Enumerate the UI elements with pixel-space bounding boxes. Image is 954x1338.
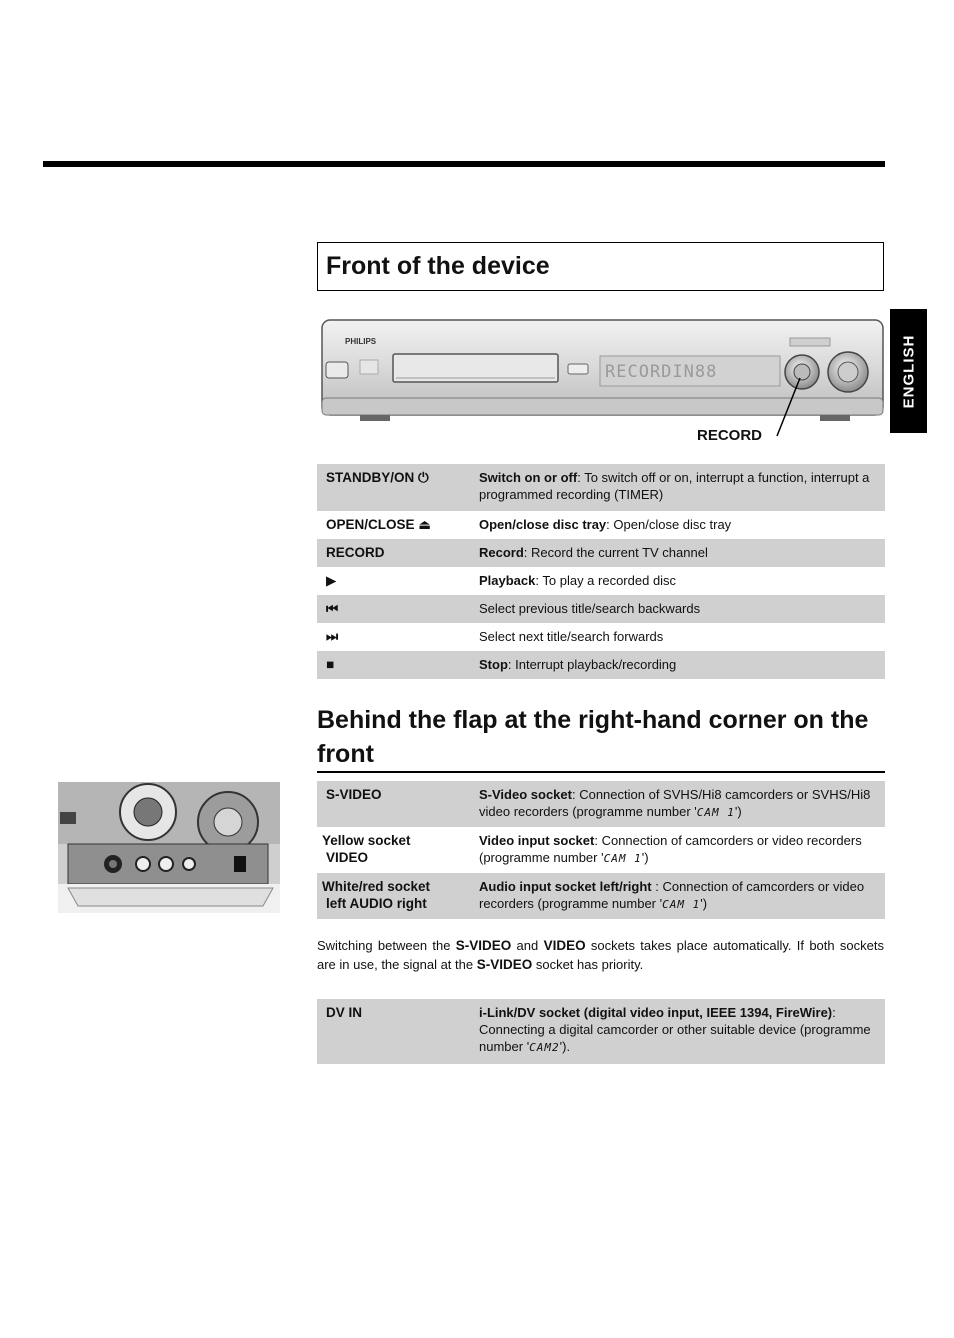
flap-section-rule [317, 771, 885, 773]
control-description: Record: Record the current TV channel [471, 539, 885, 567]
audio-left-socket-shape [159, 857, 173, 871]
dv-in-table [317, 999, 885, 1064]
flap-sockets-table [317, 781, 885, 919]
language-tab [890, 309, 927, 433]
flap-sockets-illustration [58, 782, 280, 913]
record-callout-label: RECORD [697, 427, 763, 444]
programme-number: CAM 1 [603, 852, 642, 865]
front-section-title-box [317, 242, 884, 291]
audio-right-socket-shape [183, 858, 195, 870]
table-row [317, 511, 885, 539]
top-rule [43, 161, 885, 167]
control-description: Select next title/search forwards [479, 629, 664, 644]
language-tab-label: ENGLISH [900, 334, 917, 408]
programme-number: CAM 1 [696, 806, 735, 819]
table-row [317, 999, 885, 1064]
dv-socket-shape [234, 856, 246, 872]
table-row [317, 781, 885, 827]
front-section-title: Front of the device [326, 252, 550, 280]
front-controls-table [317, 464, 885, 679]
record-pointer-line [760, 360, 820, 440]
table-row [317, 567, 885, 595]
control-description: Switch on or off: To switch off or on, interrupt a function, interrupt a programmed recording (TIMER) [471, 464, 885, 511]
socket-description: Audio input socket left/right : Connection of camcorders or video recorders (programme number 'CAM 1') [471, 873, 885, 919]
socket-key: DV IN [317, 999, 471, 1064]
table-row [317, 623, 885, 651]
flap-section-title: Behind the flap at the right-hand corner on the front [317, 706, 869, 768]
control-description: Select previous title/search backwards [471, 595, 885, 623]
socket-key: White/red socket left AUDIO right [317, 873, 471, 919]
control-key: ▶ [326, 573, 337, 588]
programme-number: CAM 1 [662, 898, 701, 911]
control-key: ⏮ [317, 595, 471, 623]
table-row [317, 539, 885, 567]
table-row [317, 873, 885, 919]
switching-paragraph: Switching between the S-VIDEO and VIDEO sockets takes place automatically. If both sockets are in use, the signal at the S-VIDEO socket has priority. [317, 938, 884, 972]
socket-key: Yellow socket VIDEO [322, 833, 411, 865]
table-row [317, 595, 885, 623]
device-brand-text: PHILIPS [345, 337, 377, 346]
control-description: Open/close disc tray: Open/close disc tray [479, 517, 732, 532]
programme-number: CAM2 [529, 1041, 560, 1054]
video-socket-shape [136, 857, 150, 871]
control-key: ■ [317, 651, 471, 679]
table-row [317, 827, 885, 873]
socket-key: S-VIDEO [317, 781, 471, 827]
table-row [317, 464, 885, 511]
control-key: STANDBY/ON ⏻ [317, 464, 471, 511]
control-description: Playback: To play a recorded disc [479, 573, 677, 588]
control-key: OPEN/CLOSE ⏏ [326, 517, 432, 532]
control-key: RECORD [317, 539, 471, 567]
socket-description: S-Video socket: Connection of SVHS/Hi8 camcorders or SVHS/Hi8 video recorders (programme number 'CAM 1') [471, 781, 885, 827]
control-key: ⏭ [326, 629, 339, 644]
table-row [317, 651, 885, 679]
standby-button-shape [326, 362, 348, 378]
control-description: Stop: Interrupt playback/recording [471, 651, 885, 679]
socket-description: i-Link/DV socket (digital video input, IEEE 1394, FireWire): Connecting a digital camcorder or other suitable device (programme number 'CAM2'). [471, 999, 885, 1064]
display-text: RECORDIN88 [605, 362, 718, 382]
socket-description: Video input socket: Connection of camcorders or video recorders (programme number 'CAM 1') [479, 833, 862, 865]
